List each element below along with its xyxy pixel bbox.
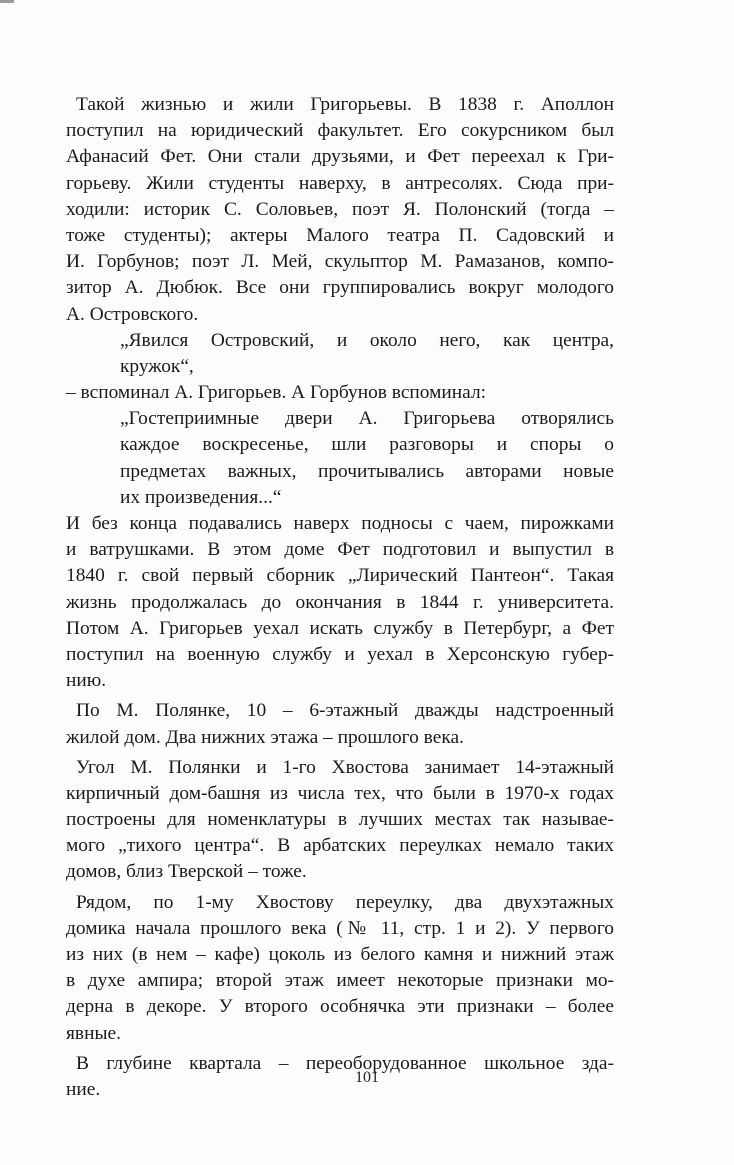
text-line: и ватрушками. В этом доме Фет подготовил и выпустил в [66, 539, 614, 561]
text-line: кирпичный дом-башня из числа тех, что были в 1970-х годах [66, 782, 614, 804]
paragraph-2 [66, 511, 614, 694]
text-line: ходили: историк С. Соловьев, поэт Я. Полонский (тогда – [66, 198, 614, 220]
text-line: тоже студенты); актеры Малого театра П. Садовский и [66, 224, 614, 246]
text-line: нию. [66, 670, 107, 692]
text-line: явные. [66, 1022, 121, 1044]
text-line: домов, близ Тверской – тоже. [66, 861, 307, 883]
paragraph-3 [66, 698, 614, 750]
text-line: домика начала прошлого века (№ 11, стр. 1 и 2). У первого [66, 917, 614, 939]
text-line: Рядом, по 1-му Хвостову переулку, два двухэтажных [76, 891, 614, 913]
text-line: жилой дом. Два нижних этажа – прошлого века. [66, 726, 464, 748]
text-line: зитор А. Дюбюк. Все они группировались вокруг молодого [66, 277, 614, 299]
text-line: 1840 г. свой первый сборник „Лирический Пантеон“. Такая [66, 565, 614, 587]
text-line: ние. [66, 1078, 101, 1100]
text-line: поступил на военную службу и уехал в Херсонскую губер- [66, 643, 614, 665]
text-line: Такой жизнью и жили Григорьевы. В 1838 г. Аполлон [76, 94, 614, 115]
text-line: горьеву. Жили студенты наверху, в антресолях. Сюда при- [66, 172, 614, 194]
quote-line: каждое воскресенье, шли разговоры и споры о [120, 434, 614, 456]
text-line: По М. Полянке, 10 – 6-этажный дважды надстроенный [76, 700, 614, 722]
text-line: из них (в нем – кафе) цоколь из белого камня и нижний этаж [66, 944, 614, 965]
paragraph-1 [66, 92, 614, 328]
paragraph-4 [66, 755, 614, 886]
text-line: Афанасий Фет. Они стали друзьями, и Фет переехал к Гри- [66, 146, 614, 168]
paragraph-5 [66, 890, 614, 1047]
text-line: жизнь продолжалась до окончания в 1844 г. университета. [66, 591, 614, 613]
quote-1 [66, 328, 614, 380]
quote-line: кружок“, [120, 355, 194, 377]
scan-edge-mark [0, 0, 14, 3]
text-line: А. Островского. [66, 303, 199, 325]
attribution-line [66, 380, 614, 406]
page-number: 101 [355, 1069, 379, 1086]
quote-line: „Гостеприимные двери А. Григорьева отворялись [120, 408, 614, 430]
text-line: И. Горбунов; поэт Л. Мей, скульптор М. Рамазанов, компо- [66, 251, 614, 273]
text-line: поступил на юридический факультет. Его сокурсником был [66, 120, 614, 142]
text-line: мого „тихого центра“. В арбатских переулках немало таких [66, 835, 614, 857]
text-line: дерна в декоре. У второго особнячка эти признаки – более [66, 996, 614, 1018]
page-text [66, 92, 614, 1103]
quote-2 [66, 406, 614, 511]
quote-line: предметах важных, прочитывались авторами новые [120, 460, 614, 482]
quote-line: „Явился Островский, и около него, как центра, [120, 329, 614, 351]
text-line: Потом А. Григорьев уехал искать службу в Петербург, а Фет [66, 617, 614, 639]
text-line: построены для номенклатуры в лучших местах так называе- [66, 809, 614, 831]
text-line: Угол М. Полянки и 1-го Хвостова занимает 14-этажный [76, 756, 614, 778]
text-line: В глубине квартала – переоборудованное школьное зда- [76, 1052, 614, 1074]
text-line: И без конца подавались наверх подносы с чаем, пирожками [66, 513, 614, 534]
quote-line: их произведения...“ [120, 486, 282, 508]
text-line: в духе ампира; второй этаж имеет некоторые признаки мо- [66, 970, 614, 992]
text-line: – вспоминал А. Григорьев. А Горбунов вспоминал: [66, 382, 487, 404]
